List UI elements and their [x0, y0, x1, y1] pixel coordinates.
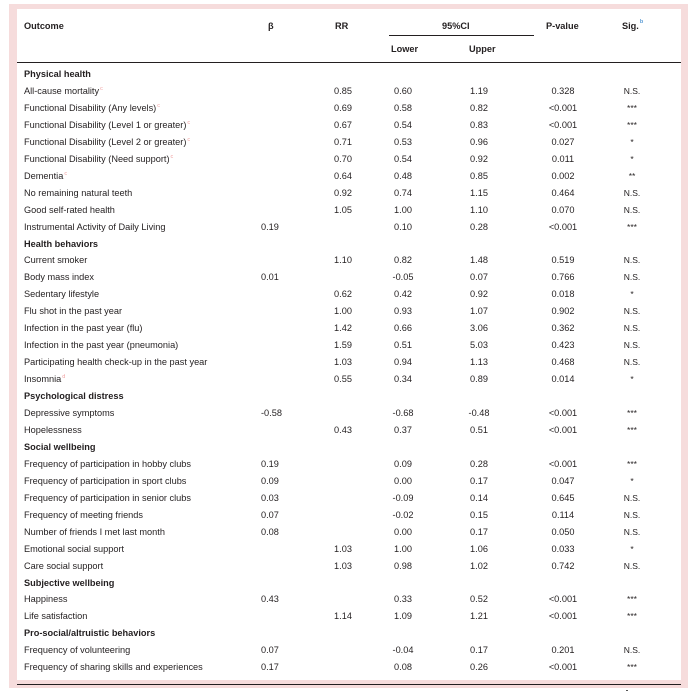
- pvalue-cell: 0.362: [551, 323, 575, 334]
- ci-lower-cell: 0.08: [394, 662, 412, 673]
- outcome-cell: Functional Disability (Level 2 or greater)$^c$: [24, 136, 191, 147]
- outcome-cell: Flu shot in the past year: [24, 306, 123, 317]
- ci-lower-cell: 0.74: [394, 187, 412, 198]
- table-row: [17, 202, 681, 219]
- ci-header-rule: [389, 35, 534, 36]
- ci-upper-cell: 0.82: [470, 102, 488, 113]
- table-row: [17, 422, 681, 439]
- footnote-marker: d: [62, 374, 66, 381]
- ci-upper-cell: 0.92: [470, 289, 488, 300]
- table-row: [17, 185, 681, 202]
- pvalue-cell: <0.001: [548, 119, 578, 130]
- pvalue-cell: <0.001: [548, 102, 578, 113]
- ci-upper-cell: 0.07: [470, 272, 488, 283]
- pvalue-cell: 0.201: [551, 645, 575, 656]
- outcome-cell: Life satisfaction: [24, 611, 88, 622]
- table-row: [17, 473, 681, 490]
- beta-cell: 0.08: [261, 526, 279, 537]
- sig-cell: N.S.: [623, 306, 641, 317]
- ci-upper-cell: 0.96: [470, 136, 488, 147]
- header-rule: [17, 62, 681, 63]
- rr-cell: 0.69: [334, 102, 352, 113]
- rr-cell: 0.70: [334, 153, 352, 164]
- table-row: [17, 151, 681, 168]
- table-row: [17, 524, 681, 541]
- header-lower: Lower: [391, 44, 419, 54]
- rr-cell: 0.71: [334, 136, 352, 147]
- section-heading: [17, 236, 681, 253]
- pvalue-cell: 0.033: [551, 543, 575, 554]
- outcome-cell: All-cause mortality$^c$: [24, 85, 103, 96]
- section-heading: [17, 388, 681, 405]
- table-row: [17, 117, 681, 134]
- ci-upper-cell: 0.92: [470, 153, 488, 164]
- pvalue-cell: 0.018: [551, 289, 575, 300]
- sig-cell: *: [630, 289, 634, 300]
- table-row: [17, 541, 681, 558]
- ci-lower-cell: 0.10: [394, 221, 412, 232]
- outcome-cell: Frequency of sharing skills and experiences: [24, 662, 203, 673]
- pvalue-cell: 0.002: [551, 170, 575, 181]
- outcome-cell: Insomnia$^d$: [24, 374, 66, 385]
- beta-cell: 0.01: [261, 272, 279, 283]
- table-row: [17, 591, 681, 608]
- pvalue-cell: <0.001: [548, 458, 578, 469]
- ci-upper-cell: -0.48: [468, 408, 490, 418]
- ci-upper-cell: 1.06: [470, 543, 488, 554]
- pvalue-cell: 0.070: [551, 204, 575, 215]
- outcome-cell: Functional Disability (Level 1 or greater)$^c$: [24, 119, 191, 130]
- header-ci: 95%CI: [442, 21, 470, 31]
- sig-cell: ***: [627, 662, 637, 673]
- outcome-cell: Happiness: [24, 594, 68, 605]
- ci-lower-cell: -0.02: [392, 509, 414, 520]
- sig-cell: N.S.: [623, 526, 641, 537]
- pvalue-cell: 0.464: [551, 187, 575, 198]
- pvalue-cell: 0.519: [551, 255, 575, 266]
- pvalue-cell: <0.001: [548, 594, 578, 605]
- rr-cell: 1.03: [334, 357, 352, 368]
- header-upper: Upper: [469, 44, 496, 54]
- pvalue-cell: <0.001: [548, 221, 578, 232]
- beta-cell: 0.43: [261, 594, 279, 605]
- footnote-marker: c: [187, 119, 191, 126]
- rr-cell: 0.85: [334, 85, 352, 96]
- footnote-marker: c: [157, 102, 160, 109]
- beta-cell: -0.58: [261, 408, 282, 418]
- beta-cell: 0.19: [261, 458, 279, 469]
- table-row: [17, 83, 681, 100]
- outcome-cell: Dementia$^c$: [24, 170, 68, 181]
- ci-upper-cell: 0.28: [470, 221, 488, 232]
- ci-lower-cell: 1.00: [394, 204, 412, 215]
- rr-cell: 1.59: [334, 340, 352, 351]
- outcome-cell: Frequency of meeting friends: [24, 509, 143, 520]
- rr-cell: 1.10: [334, 255, 352, 266]
- ci-lower-cell: -0.68: [392, 408, 414, 418]
- outcome-cell: Care social support: [24, 560, 104, 571]
- ci-lower-cell: -0.09: [392, 492, 414, 503]
- rr-cell: 0.55: [334, 374, 352, 385]
- table-row: [17, 286, 681, 303]
- ci-lower-cell: 0.00: [394, 526, 412, 537]
- ci-upper-cell: 0.89: [470, 374, 488, 385]
- ci-lower-cell: 0.33: [394, 594, 412, 605]
- ci-lower-cell: 0.66: [394, 323, 412, 334]
- section-heading: [17, 575, 681, 592]
- header-beta: β: [268, 21, 274, 31]
- sig-cell: N.S.: [623, 255, 641, 266]
- ci-upper-cell: 0.52: [470, 594, 488, 605]
- pvalue-cell: 0.050: [551, 526, 575, 537]
- table-row: [17, 168, 681, 185]
- sig-cell: N.S.: [623, 492, 641, 503]
- ci-upper-cell: 0.17: [470, 645, 488, 656]
- pvalue-cell: <0.001: [548, 662, 578, 673]
- header-outcome: Outcome: [24, 21, 64, 31]
- footnote-marker: c: [64, 170, 68, 177]
- ci-upper-cell: 0.17: [470, 526, 488, 537]
- ci-lower-cell: 1.00: [394, 543, 412, 554]
- outcome-cell: Emotional social support: [24, 543, 125, 554]
- ci-lower-cell: 0.09: [394, 458, 412, 469]
- ci-upper-cell: 0.51: [470, 424, 488, 435]
- section-label: Physical health: [24, 69, 91, 79]
- table-row: [17, 269, 681, 286]
- page-mark: [626, 690, 628, 691]
- ci-lower-cell: 0.48: [394, 170, 412, 181]
- table-row: [17, 371, 681, 388]
- pvalue-cell: 0.766: [551, 272, 575, 283]
- table-row: [17, 490, 681, 507]
- outcome-cell: Frequency of volunteering: [24, 645, 131, 656]
- sig-cell: **: [628, 170, 636, 181]
- rr-cell: 1.03: [334, 543, 352, 554]
- table-row: [17, 642, 681, 659]
- footnote-marker: c: [100, 85, 103, 92]
- ci-upper-cell: 1.13: [470, 357, 488, 368]
- section-heading: [17, 66, 681, 83]
- sig-cell: ***: [627, 594, 637, 605]
- ci-lower-cell: 0.60: [394, 85, 412, 96]
- section-label: Pro-social/altruistic behaviors: [24, 628, 156, 639]
- ci-upper-cell: 1.07: [470, 306, 488, 317]
- ci-lower-cell: -0.04: [392, 645, 414, 656]
- ci-upper-cell: 0.14: [470, 492, 488, 503]
- pvalue-cell: 0.047: [551, 475, 575, 486]
- footnote-marker: b: [639, 19, 644, 25]
- sig-cell: *: [630, 153, 634, 164]
- sig-cell: ***: [627, 424, 637, 435]
- sig-cell: N.S.: [623, 340, 641, 351]
- rr-cell: 0.92: [334, 187, 352, 198]
- outcome-cell: Body mass index: [24, 272, 94, 283]
- ci-lower-cell: 0.54: [394, 119, 412, 130]
- sig-cell: *: [630, 543, 634, 554]
- ci-lower-cell: 0.51: [394, 340, 412, 351]
- ci-upper-cell: 1.10: [470, 204, 488, 215]
- beta-cell: 0.17: [261, 662, 279, 673]
- pvalue-cell: 0.027: [551, 136, 575, 147]
- outcome-cell: Current smoker: [24, 255, 88, 266]
- pvalue-cell: 0.468: [551, 357, 575, 368]
- rr-cell: 1.05: [334, 204, 352, 215]
- ci-lower-cell: 0.93: [394, 306, 412, 317]
- beta-cell: 0.03: [261, 492, 279, 503]
- outcome-cell: Participating health check-up in the past year: [24, 357, 208, 368]
- outcome-cell: Functional Disability (Any levels)$^c$: [24, 102, 160, 113]
- table-row: [17, 456, 681, 473]
- ci-lower-cell: 0.53: [394, 136, 412, 147]
- pvalue-cell: <0.001: [548, 611, 578, 622]
- sig-cell: N.S.: [623, 272, 641, 283]
- section-label: Subjective wellbeing: [24, 577, 115, 588]
- sig-cell: ***: [627, 458, 637, 469]
- table-row: [17, 558, 681, 575]
- table-row: [17, 608, 681, 625]
- sig-cell: N.S.: [623, 187, 641, 198]
- ci-upper-cell: 1.19: [470, 85, 488, 96]
- sig-cell: ***: [627, 221, 637, 232]
- pvalue-cell: 0.742: [551, 560, 575, 571]
- outcome-cell: No remaining natural teeth: [24, 187, 133, 198]
- bottom-rule: [17, 684, 681, 685]
- pvalue-cell: 0.011: [551, 153, 575, 164]
- pvalue-cell: 0.645: [551, 492, 575, 503]
- section-heading: [17, 439, 681, 456]
- table-row: [17, 252, 681, 269]
- rr-cell: 0.43: [334, 424, 352, 435]
- ci-upper-cell: 0.17: [470, 475, 488, 486]
- beta-cell: 0.07: [261, 509, 279, 520]
- table-row: [17, 219, 681, 236]
- ci-lower-cell: -0.05: [392, 272, 414, 283]
- table-row: [17, 320, 681, 337]
- section-label: Social wellbeing: [24, 441, 96, 452]
- rr-cell: 1.14: [334, 611, 352, 622]
- results-table: [17, 9, 681, 680]
- table-row: [17, 303, 681, 320]
- pvalue-cell: 0.328: [551, 85, 575, 96]
- ci-lower-cell: 0.98: [394, 560, 412, 571]
- outcome-cell: Functional Disability (Need support)$^c$: [24, 153, 174, 164]
- outcome-cell: Frequency of participation in sport clubs: [24, 475, 187, 486]
- table-row: [17, 134, 681, 151]
- outcome-cell: Hopelessness: [24, 424, 82, 435]
- outcome-cell: Depressive symptoms: [24, 408, 115, 418]
- outcome-cell: Frequency of participation in hobby clubs: [24, 458, 192, 469]
- section-label: Health behaviors: [24, 238, 99, 249]
- ci-upper-cell: 1.21: [470, 611, 488, 622]
- sig-cell: ***: [627, 408, 637, 418]
- ci-lower-cell: 0.54: [394, 153, 412, 164]
- ci-upper-cell: 1.02: [470, 560, 488, 571]
- rr-cell: 1.42: [334, 323, 352, 334]
- header-rr: RR: [335, 21, 349, 31]
- outcome-cell: Frequency of participation in senior clubs: [24, 492, 191, 503]
- table-row: [17, 337, 681, 354]
- rr-cell: 1.00: [334, 306, 352, 317]
- ci-upper-cell: 0.28: [470, 458, 488, 469]
- outcome-cell: Instrumental Activity of Daily Living: [24, 221, 166, 232]
- section-heading: [17, 625, 681, 642]
- beta-cell: 0.07: [261, 645, 279, 656]
- outcome-cell: Sedentary lifestyle: [24, 289, 100, 300]
- pvalue-cell: <0.001: [548, 408, 578, 418]
- sig-cell: ***: [627, 611, 637, 622]
- sig-cell: *: [630, 475, 634, 486]
- ci-lower-cell: 0.82: [394, 255, 412, 266]
- sig-cell: *: [630, 136, 634, 147]
- header-sig: Sig.$^b$: [622, 19, 644, 31]
- sig-cell: *: [630, 374, 634, 385]
- ci-lower-cell: 0.58: [394, 102, 412, 113]
- outcome-cell: Good self-rated health: [24, 204, 115, 215]
- sig-cell: N.S.: [623, 204, 641, 215]
- sig-cell: ***: [627, 119, 637, 130]
- ci-upper-cell: 0.15: [470, 509, 488, 520]
- outcome-cell: Number of friends I met last month: [24, 526, 165, 537]
- sig-cell: N.S.: [623, 323, 641, 334]
- table-row: [17, 354, 681, 371]
- ci-lower-cell: 1.09: [394, 611, 412, 622]
- pvalue-cell: <0.001: [548, 424, 578, 435]
- table-row: [17, 405, 681, 422]
- ci-upper-cell: 1.48: [470, 255, 488, 266]
- pvalue-cell: 0.902: [551, 306, 575, 317]
- sig-cell: N.S.: [623, 645, 641, 656]
- header-pvalue: P-value: [546, 21, 579, 31]
- ci-upper-cell: 3.06: [470, 323, 488, 334]
- rr-cell: 0.67: [334, 119, 352, 130]
- table-row: [17, 100, 681, 117]
- beta-cell: 0.19: [261, 221, 279, 232]
- sig-cell: N.S.: [623, 357, 641, 368]
- table-frame: [9, 4, 688, 688]
- ci-lower-cell: 0.34: [394, 374, 412, 385]
- outcome-cell: Infection in the past year (pneumonia): [24, 340, 179, 351]
- beta-cell: 0.09: [261, 475, 279, 486]
- pvalue-cell: 0.114: [551, 509, 575, 520]
- sig-cell: ***: [627, 102, 637, 113]
- table-row: [17, 507, 681, 524]
- ci-lower-cell: 0.42: [394, 289, 412, 300]
- section-label: Psychological distress: [24, 391, 124, 402]
- ci-upper-cell: 1.15: [470, 187, 488, 198]
- rr-cell: 0.62: [334, 289, 352, 300]
- pvalue-cell: 0.014: [551, 374, 575, 385]
- ci-lower-cell: 0.94: [394, 357, 412, 368]
- ci-lower-cell: 0.37: [394, 424, 412, 435]
- outcome-cell: Infection in the past year (flu): [24, 323, 143, 334]
- rr-cell: 0.64: [334, 170, 352, 181]
- sig-cell: N.S.: [623, 560, 641, 571]
- ci-upper-cell: 0.26: [470, 662, 488, 673]
- ci-upper-cell: 5.03: [470, 340, 488, 351]
- footnote-marker: c: [170, 153, 174, 160]
- ci-upper-cell: 0.85: [470, 170, 488, 181]
- table-row: [17, 659, 681, 676]
- sig-cell: N.S.: [623, 85, 641, 96]
- ci-lower-cell: 0.00: [394, 475, 412, 486]
- pvalue-cell: 0.423: [551, 340, 575, 351]
- footnote-marker: c: [187, 136, 191, 143]
- rr-cell: 1.03: [334, 560, 352, 571]
- ci-upper-cell: 0.83: [470, 119, 488, 130]
- sig-cell: N.S.: [623, 509, 641, 520]
